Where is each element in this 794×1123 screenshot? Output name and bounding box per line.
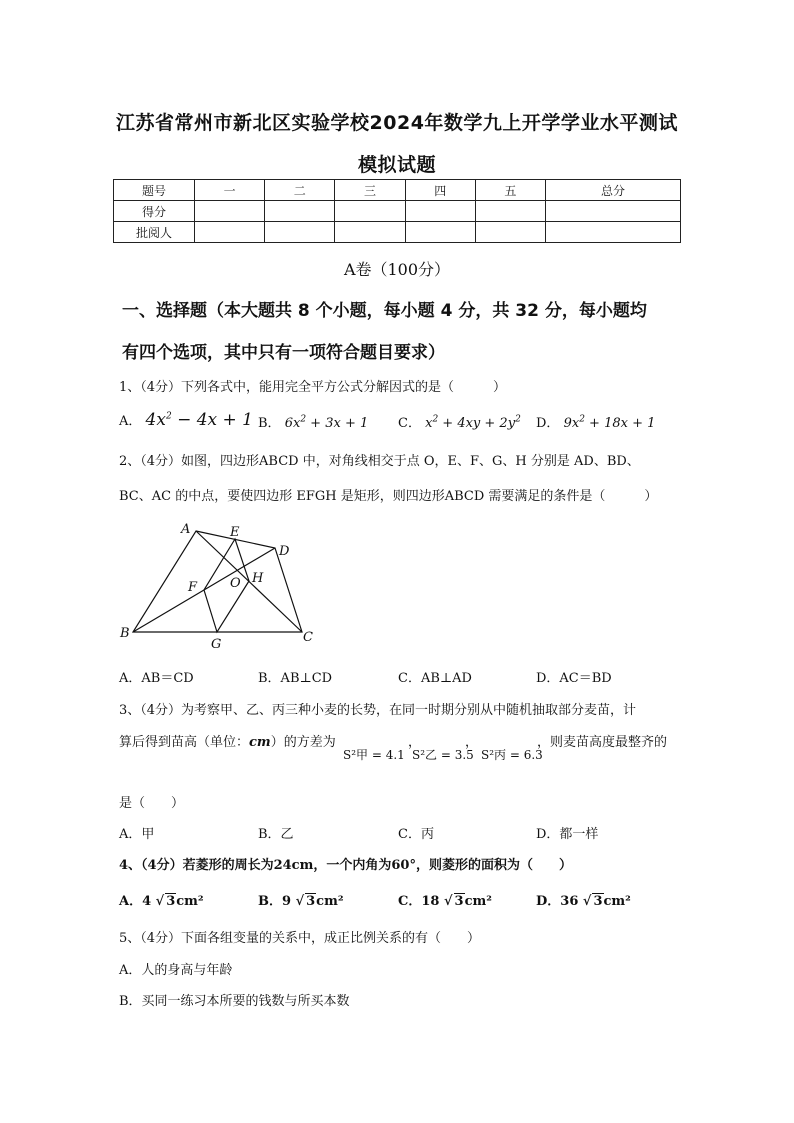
header-cell: 五 (475, 180, 545, 201)
q2-option-d[interactable]: D．AC＝BD (536, 671, 612, 686)
q2-option-a[interactable]: A．AB＝CD (119, 671, 194, 686)
q3-option-a[interactable]: A．甲 (119, 827, 155, 842)
label-e: E (230, 525, 240, 540)
q3-stem-line2-end: ，则麦苗高度最整齐的 (537, 735, 668, 750)
option-letter: B． (258, 416, 281, 431)
q1-option-a[interactable] (119, 410, 253, 430)
grader-cell[interactable] (546, 222, 681, 243)
part1-heading-line1: 一、选择题（本大题共 8 个小题，每小题 4 分，共 32 分，每小题均 (122, 301, 647, 321)
q5-option-b[interactable]: B．买同一练习本所要的钱数与所买本数 (119, 994, 350, 1009)
unit: cm² (176, 894, 204, 909)
option-letter: A． (119, 414, 142, 429)
header-cell: 二 (265, 180, 335, 201)
q1-option-d[interactable] (536, 412, 655, 431)
score-cell[interactable] (335, 201, 405, 222)
grader-cell[interactable] (195, 222, 265, 243)
q1-stem: 1、（4分）下列各式中，能用完全平方公式分解因式的是（ ） (119, 380, 507, 395)
q3-comma-2: ， (465, 735, 479, 750)
q3-variance-yi: S²乙 = 3.5 (412, 748, 474, 762)
q4-option-d[interactable]: D．36 √ 3cm² (536, 894, 631, 909)
q3-comma-1: ， (408, 735, 422, 750)
score-cell[interactable] (405, 201, 475, 222)
option-label: A．4 (119, 894, 152, 909)
q3-stem-line1: 3、（4分）为考察甲、乙、丙三种小麦的长势，在同一时期分别从中随机抽取部分麦苗，计 (119, 703, 637, 718)
q2-stem-line2: BC、AC 的中点，要使四边形 EFGH 是矩形，则四边形ABCD 需要满足的条件是（ ） (119, 489, 658, 504)
option-label: B．9 (258, 894, 292, 909)
q2-option-c[interactable]: C．AB⊥AD (398, 671, 472, 686)
option-letter: D． (536, 416, 560, 431)
q3-text: 算后得到苗高（单位： (119, 735, 250, 750)
radicand: 3 (454, 894, 464, 909)
q4-option-c[interactable]: C．18 √ 3cm² (398, 894, 492, 909)
radicand: 3 (306, 894, 316, 909)
q3-stem-line2-start (119, 731, 336, 750)
header-cell: 一 (195, 180, 265, 201)
quadrilateral-figure (115, 518, 325, 653)
row-label: 批阅人 (114, 222, 195, 243)
q4-option-b[interactable]: B．9 √ 3cm² (258, 894, 344, 909)
q3-option-d[interactable]: D．都一样 (536, 827, 599, 842)
exam-title-line1: 江苏省常州市新北区实验学校2024年数学九上开学学业水平测试 (116, 112, 678, 134)
label-h: H (252, 571, 264, 586)
grader-cell[interactable] (405, 222, 475, 243)
q3-variance-jia: S²甲 = 4.1 (343, 748, 405, 762)
score-table-header-row (114, 180, 681, 201)
option-letter: C． (398, 416, 421, 431)
score-table (113, 179, 681, 243)
radicand: 3 (166, 894, 176, 909)
grader-cell[interactable] (265, 222, 335, 243)
q2-stem-line1: 2、（4分）如图，四边形ABCD 中，对角线相交于点 O，E、F、G、H 分别是 AD、BD、 (119, 454, 640, 469)
row-label: 得分 (114, 201, 195, 222)
section-a-label: A卷（100分） (343, 260, 451, 279)
grader-row (114, 222, 681, 243)
label-g: G (211, 637, 222, 652)
grader-cell[interactable] (475, 222, 545, 243)
label-a: A (181, 522, 191, 537)
q3-option-b[interactable]: B．乙 (258, 827, 294, 842)
label-o: O (230, 576, 241, 591)
exam-title-line2: 模拟试题 (357, 154, 436, 176)
q3-stem-line3: 是（ ） (119, 796, 185, 811)
q3-option-c[interactable]: C．丙 (398, 827, 434, 842)
q4-stem: 4、（4分）若菱形的周长为24cm，一个内角为60°，则菱形的面积为（ ） (119, 858, 572, 873)
option-label: D．36 (536, 894, 579, 909)
unit: cm² (603, 894, 631, 909)
part1-heading-line2: 有四个选项，其中只有一项符合题目要求） (122, 343, 445, 363)
unit: cm² (464, 894, 492, 909)
label-c: C (303, 630, 313, 645)
expression: $4x^2 - 4x + 1$ (145, 410, 253, 430)
label-d: D (279, 544, 290, 559)
expression: $9x^2 + 18x + 1$ (563, 414, 656, 431)
option-label: C．18 (398, 894, 440, 909)
q5-option-a[interactable]: A．人的身高与年龄 (119, 963, 233, 978)
radicand: 3 (593, 894, 603, 909)
score-cell[interactable] (475, 201, 545, 222)
header-cell: 总分 (546, 180, 681, 201)
q3-unit: cm (249, 735, 271, 750)
header-cell: 三 (335, 180, 405, 201)
q1-option-c[interactable] (398, 412, 521, 431)
score-cell[interactable] (546, 201, 681, 222)
label-f: F (188, 580, 198, 595)
expression: $x^2 + 4xy + 2y^2$ (425, 414, 521, 431)
score-cell[interactable] (195, 201, 265, 222)
q4-option-a[interactable]: A．4 √ 3cm² (119, 894, 204, 909)
q3-variance-bing: S²丙 = 6.3 (481, 748, 543, 762)
q5-stem: 5、（4分）下面各组变量的关系中，成正比例关系的有（ ） (119, 931, 481, 946)
q2-option-b[interactable]: B．AB⊥CD (258, 671, 333, 686)
q3-text: ）的方差为 (270, 735, 336, 750)
score-row (114, 201, 681, 222)
header-cell: 四 (405, 180, 475, 201)
q1-option-b[interactable] (258, 412, 368, 431)
expression: $6x^2 + 3x + 1$ (284, 414, 369, 431)
unit: cm² (316, 894, 344, 909)
grader-cell[interactable] (335, 222, 405, 243)
score-cell[interactable] (265, 201, 335, 222)
label-b: B (120, 626, 130, 641)
header-cell: 题号 (114, 180, 195, 201)
